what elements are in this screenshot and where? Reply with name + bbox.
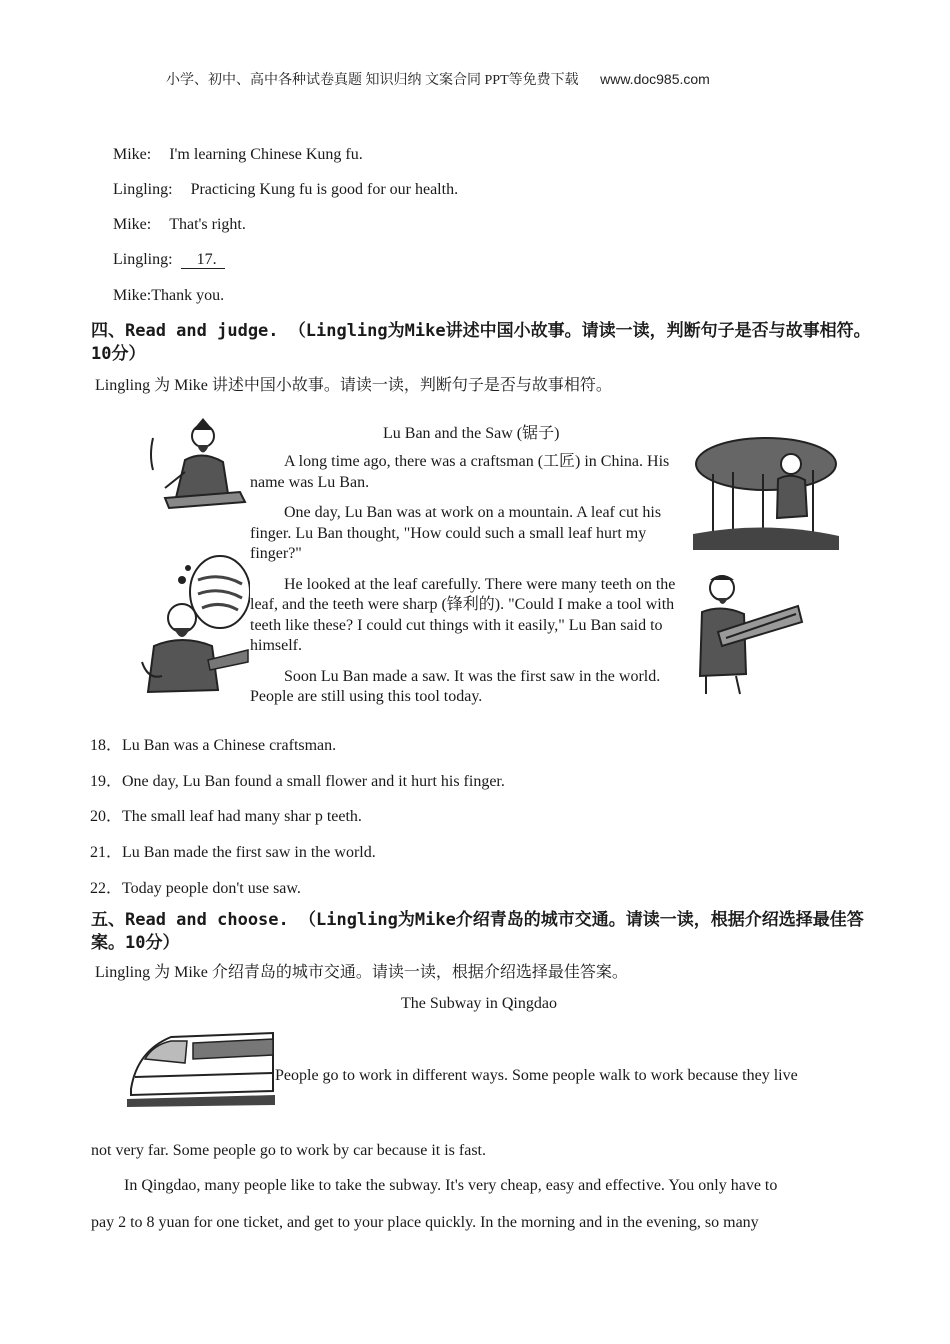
passage-line-3: In Qingdao, many people like to take the subway. It's very cheap, easy and effective. You only have to (124, 1177, 778, 1194)
dialogue-line-4 (113, 251, 225, 269)
passage-line-1: People go to work in different ways. Some people walk to work because they live (275, 1067, 798, 1084)
story-paragraph: He looked at the leaf carefully. There were many teeth on the leaf, and the teeth were sharp (锋利的). "Could I make a tool with teeth like these? I could cut things with it easily," Lu Ban said to himself. (250, 575, 676, 654)
question-22: 22．Today people don't use saw. (90, 880, 301, 897)
illustration-luban-thinking (138, 550, 250, 712)
question-19: 19．One day, Lu Ban found a small flower and it hurt his finger. (90, 773, 505, 790)
header-site: www.doc985.com (600, 71, 710, 87)
story-title: Lu Ban and the Saw (锯子) (383, 425, 560, 442)
passage-line-2: not very far. Some people go to work by car because it is fast. (91, 1142, 486, 1159)
story-paragraph: One day, Lu Ban was at work on a mountain. A leaf cut his finger. Lu Ban thought, "How could such a small leaf hurt my finger?" (250, 504, 662, 562)
page-header (166, 69, 710, 89)
speaker: Mike: (113, 216, 152, 233)
passage-line-4: pay 2 to 8 yuan for one ticket, and get to your place quickly. In the morning and in the evening, so many (91, 1214, 759, 1231)
section-4-heading: 四、Read and judge. （Lingling为Mike讲述中国小故事。请读一读，判断句子是否与故事相符。10分） (91, 321, 871, 364)
section-4-instruction: Lingling 为 Mike 讲述中国小故事。请读一读，判断句子是否与故事相符。 (95, 377, 612, 394)
story-paragraph: A long time ago, there was a craftsman (工匠) in China. His name was Lu Ban. (250, 453, 670, 491)
dialogue-line-3 (113, 216, 246, 234)
speaker: Mike: (113, 146, 152, 163)
illustration-subway-train (127, 1029, 275, 1107)
header-text: 小学、初中、高中各种试卷真题 知识归纳 文案合同 PPT等免费下载 (166, 73, 579, 88)
illustration-luban-saw (692, 566, 804, 698)
utterance: That's right. (169, 216, 246, 233)
answer-blank-17[interactable]: 17. (181, 252, 225, 269)
story-paragraph: Soon Lu Ban made a saw. It was the first saw in the world. People are still using this tool today. (250, 667, 661, 705)
question-20: 20．The small leaf had many shar p teeth. (90, 808, 362, 825)
passage-title: The Subway in Qingdao (401, 995, 557, 1012)
speaker: Lingling: (113, 181, 173, 198)
dialogue-line-5 (113, 287, 224, 305)
illustration-mountain-scene (693, 424, 839, 550)
story-text (250, 452, 678, 718)
dialogue-line-2 (113, 181, 458, 199)
utterance: Practicing Kung fu is good for our health. (190, 181, 459, 198)
dialogue-line-1 (113, 146, 363, 164)
speaker: Lingling: (113, 251, 173, 268)
question-21: 21．Lu Ban made the first saw in the world. (90, 844, 376, 861)
illustration-luban-working (145, 410, 250, 520)
utterance: Mike:Thank you. (113, 287, 225, 304)
section-5-heading: 五、Read and choose. （Lingling为Mike介绍青岛的城市交通。请读一读，根据介绍选择最佳答案。10分） (91, 910, 864, 953)
question-18: 18．Lu Ban was a Chinese craftsman. (90, 737, 337, 754)
utterance: I'm learning Chinese Kung fu. (169, 146, 363, 163)
section-5-instruction: Lingling 为 Mike 介绍青岛的城市交通。请读一读，根据介绍选择最佳答案。 (95, 964, 628, 981)
